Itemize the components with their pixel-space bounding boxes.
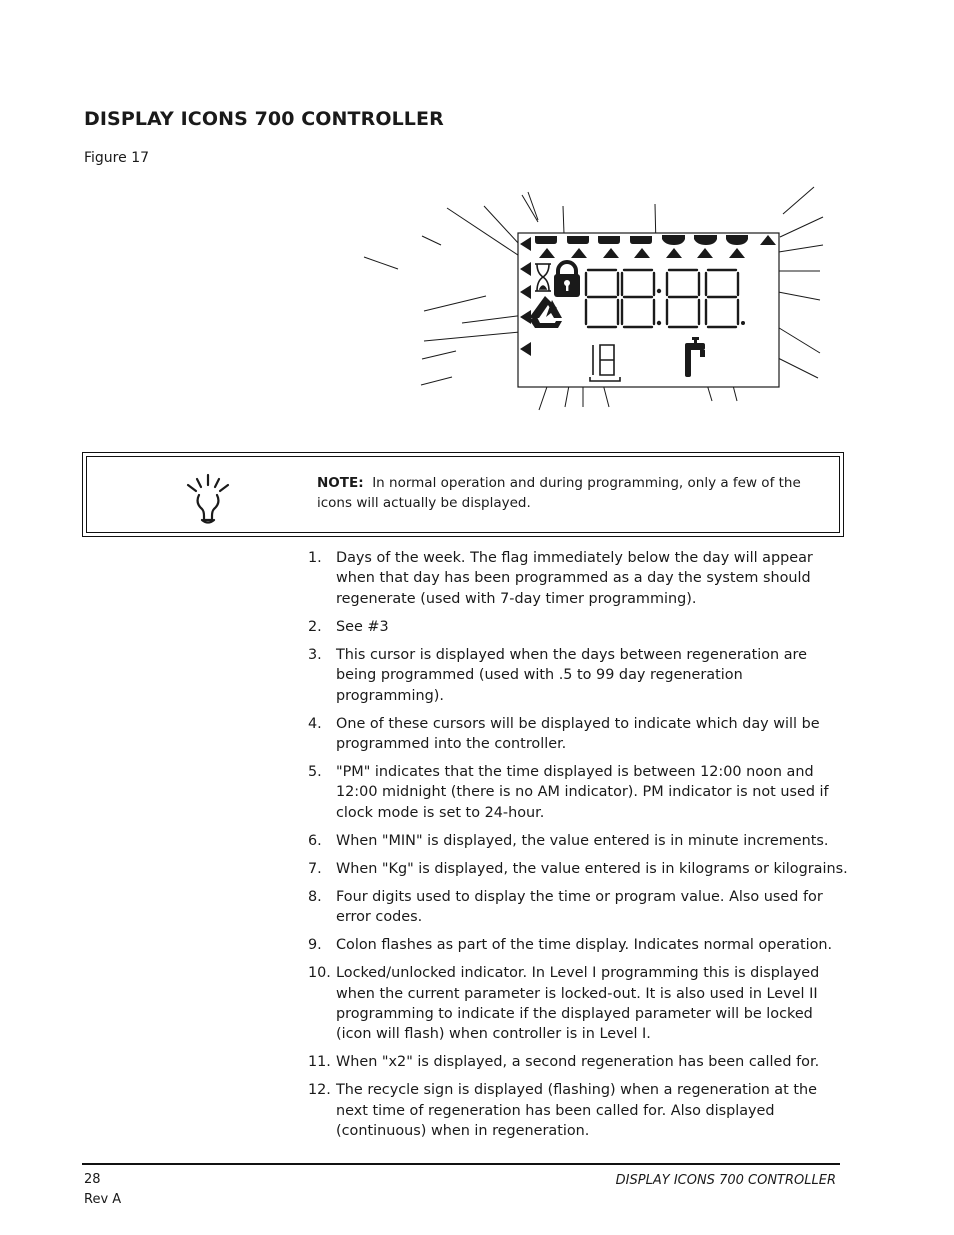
list-item-number: 8. [308, 888, 322, 905]
list-item-number: 4. [308, 715, 322, 732]
list-item-text: Locked/unlocked indicator. In Level I programming this is displayed when the current parameter is locked-out. It is also used in Level II programming to indicate if the displayed parameter will be locked (icon will flash) when controller is in Level I. [336, 965, 820, 1043]
list-item [308, 762, 848, 823]
page-title: DISPLAY ICONS 700 CONTROLLER [84, 108, 444, 130]
note-text [317, 473, 837, 513]
running-title: DISPLAY ICONS 700 CONTROLLER [615, 1173, 836, 1188]
list-item-text: When "MIN" is displayed, the value entered is in minute increments. [336, 832, 829, 849]
list-item-text: Colon flashes as part of the time display. Indicates normal operation. [336, 937, 833, 954]
list-item [308, 1080, 848, 1141]
list-item-number: 10. [308, 965, 331, 982]
lcd-display-diagram [0, 0, 954, 440]
list-item-text: When "Kg" is displayed, the value entered is in kilograms or kilograins. [336, 860, 848, 877]
list-item [308, 887, 848, 928]
list-item-number: 11. [308, 1054, 331, 1071]
page-number: 28 [84, 1172, 101, 1187]
lightbulb-icon [185, 473, 231, 525]
list-item-text: The recycle sign is displayed (flashing) when a regeneration at the next time of regeneration has been called for. Also displayed (continuous) when in regeneration. [336, 1082, 817, 1140]
list-item-number: 1. [308, 550, 322, 566]
list-item-number: 9. [308, 937, 322, 954]
note-box [82, 452, 844, 537]
list-item [308, 1052, 848, 1072]
list-item-number: 2. [308, 618, 322, 635]
list-item [308, 617, 848, 637]
list-item-number: 3. [308, 646, 322, 663]
list-item-number: 6. [308, 832, 322, 849]
list-item [308, 645, 848, 706]
list-item-text: Days of the week. The flag immediately below the day will appear when that day has been programmed as a day the system should regenerate (used with 7-day timer programming). [336, 550, 813, 607]
list-item-number: 7. [308, 860, 322, 877]
note-body: In normal operation and during programming, only a few of the icons will actually be displayed. [317, 475, 801, 511]
list-item-text: One of these cursors will be displayed to indicate which day will be programmed into the controller. [336, 715, 820, 753]
list-item [308, 963, 848, 1045]
list-item [308, 548, 848, 609]
icon-description-list [308, 548, 848, 1149]
revision-label: Rev A [84, 1192, 122, 1207]
list-item-text: See #3 [336, 618, 389, 635]
list-item [308, 859, 848, 879]
list-item-number: 5. [308, 764, 322, 781]
list-item-number: 12. [308, 1082, 331, 1099]
list-item-text: This cursor is displayed when the days between regeneration are being programmed (used with .5 to 99 day regeneration programming). [336, 646, 807, 704]
list-item [308, 831, 848, 851]
footer-divider [82, 1163, 840, 1165]
list-item [308, 935, 848, 955]
list-item-text: Four digits used to display the time or program value. Also used for error codes. [336, 888, 823, 926]
note-label: NOTE: [317, 475, 364, 491]
list-item-text: "PM" indicates that the time displayed is between 12:00 noon and 12:00 midnight (there is no AM indicator). PM indicator is not used if clock mode is set to 24-hour. [336, 764, 829, 821]
figure-label: Figure 17 [84, 150, 150, 166]
list-item-text: When "x2" is displayed, a second regeneration has been called for. [336, 1054, 820, 1071]
list-item [308, 714, 848, 755]
